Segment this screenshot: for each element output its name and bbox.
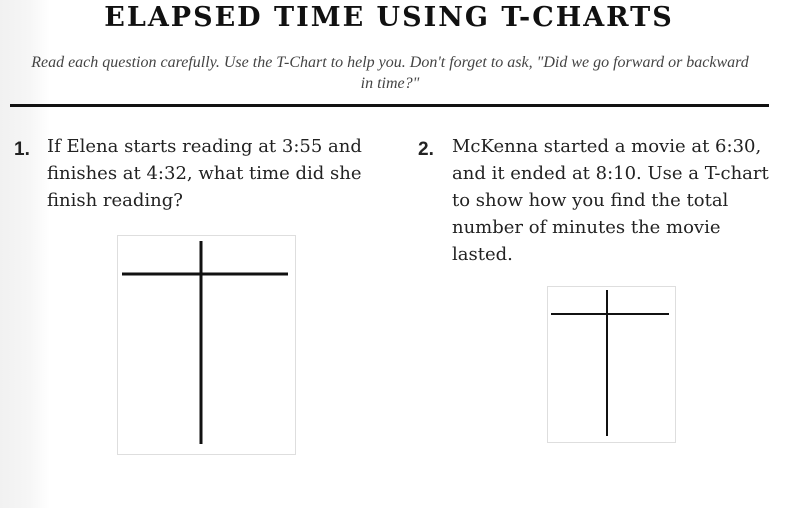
- instructions: Read each question carefully. Use the T-Chart to help you. Don't forget to ask, "Did we go forward or backward in time?": [31, 54, 749, 92]
- page-title: ELAPSED TIME USING T-CHARTS: [104, 2, 674, 33]
- t-chart-lines: [118, 236, 295, 454]
- question-1-number: 1.: [14, 139, 30, 160]
- question-1-text: If Elena starts reading at 3:55 and finishes at 4:32, what time did she finish reading?: [47, 136, 362, 211]
- title-divider: [10, 104, 769, 107]
- t-chart-lines: [548, 287, 675, 442]
- question-2-t-chart[interactable]: [547, 286, 676, 443]
- question-1-t-chart[interactable]: [117, 235, 296, 455]
- question-2-text: McKenna started a movie at 6:30, and it ended at 8:10. Use a T-chart to show how you find the total number of minutes the movie lasted.: [452, 136, 769, 265]
- question-2-number: 2.: [418, 139, 434, 160]
